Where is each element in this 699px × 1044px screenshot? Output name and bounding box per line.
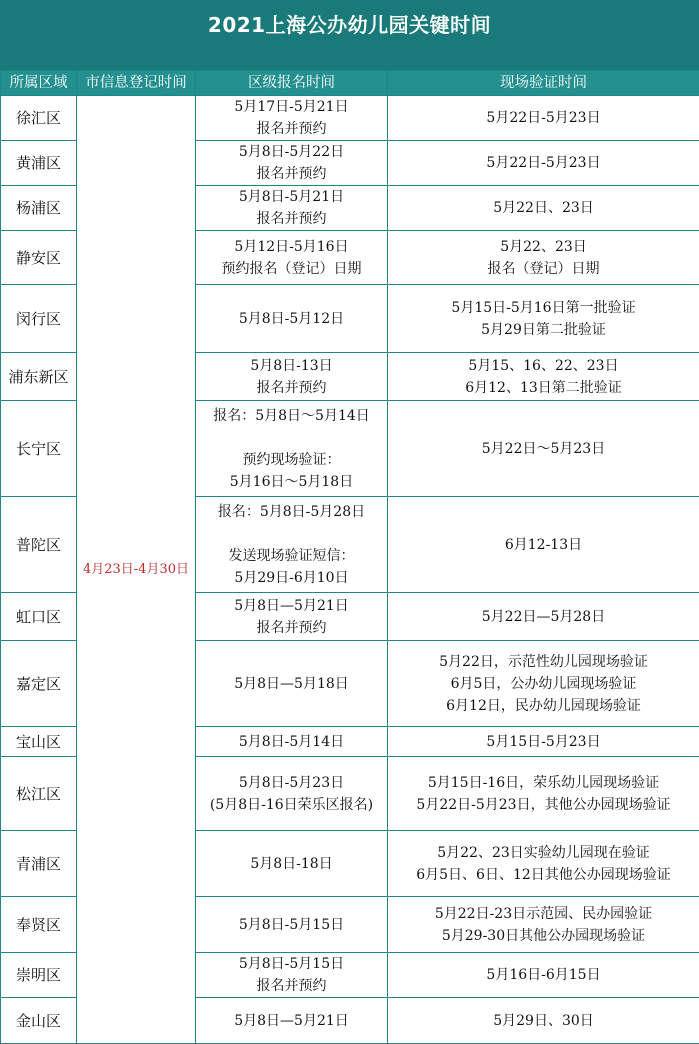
table-header-row bbox=[1, 71, 699, 96]
district-signup-cell: 5月8日-18日 bbox=[196, 831, 388, 897]
district-cell: 松江区 bbox=[1, 757, 77, 831]
district-signup-cell: 5月8日-13日 报名并预约 bbox=[196, 353, 388, 401]
schedule-table bbox=[0, 70, 699, 1044]
onsite-verification-cell: 5月22日，示范性幼儿园现场验证 6月5日，公办幼儿园现场验证 6月12日，民办幼儿园现场验证 bbox=[388, 641, 699, 727]
district-cell: 宝山区 bbox=[1, 727, 77, 757]
district-signup-cell: 5月8日—5月21日 bbox=[196, 998, 388, 1044]
district-cell: 浦东新区 bbox=[1, 353, 77, 401]
district-cell: 长宁区 bbox=[1, 401, 77, 497]
onsite-verification-cell: 5月22日—5月28日 bbox=[388, 593, 699, 641]
header-city-registration: 市信息登记时间 bbox=[77, 71, 196, 96]
onsite-verification-cell: 5月22日-5月23日 bbox=[388, 141, 699, 186]
onsite-verification-cell: 5月15日-16日，荣乐幼儿园现场验证 5月22日-5月23日，其他公办园现场验证 bbox=[388, 757, 699, 831]
header-district-signup: 区级报名时间 bbox=[196, 71, 388, 96]
table-body bbox=[1, 96, 699, 1044]
title-bar bbox=[0, 0, 699, 70]
district-cell: 静安区 bbox=[1, 231, 77, 285]
onsite-verification-cell: 5月22日、23日 bbox=[388, 186, 699, 231]
onsite-verification-cell: 5月15、16、22、23日 6月12、13日第二批验证 bbox=[388, 353, 699, 401]
district-cell: 闵行区 bbox=[1, 285, 77, 353]
district-signup-cell: 5月8日-5月12日 bbox=[196, 285, 388, 353]
district-cell: 青浦区 bbox=[1, 831, 77, 897]
district-cell: 金山区 bbox=[1, 998, 77, 1044]
district-cell: 杨浦区 bbox=[1, 186, 77, 231]
onsite-verification-cell: 5月15日-5月16日第一批验证 5月29日第二批验证 bbox=[388, 285, 699, 353]
onsite-verification-cell: 5月15日-5月23日 bbox=[388, 727, 699, 757]
district-signup-cell: 5月8日-5月23日 (5月8日-16日荣乐区报名) bbox=[196, 757, 388, 831]
page-title: 2021上海公办幼儿园关键时间 bbox=[0, 0, 699, 40]
district-signup-cell: 5月8日—5月21日 报名并预约 bbox=[196, 593, 388, 641]
district-signup-cell: 5月8日-5月15日 bbox=[196, 897, 388, 953]
district-signup-cell: 5月8日—5月18日 bbox=[196, 641, 388, 727]
city-registration-period-cell: 4月23日-4月30日 bbox=[77, 96, 196, 1044]
district-signup-cell: 5月8日-5月14日 bbox=[196, 727, 388, 757]
table-row bbox=[1, 96, 699, 141]
district-cell: 嘉定区 bbox=[1, 641, 77, 727]
header-district: 所属区域 bbox=[1, 71, 77, 96]
onsite-verification-cell: 5月22日～5月23日 bbox=[388, 401, 699, 497]
onsite-verification-cell: 5月22日-23日示范园、民办园验证 5月29-30日其他公办园现场验证 bbox=[388, 897, 699, 953]
district-cell: 奉贤区 bbox=[1, 897, 77, 953]
header-onsite-verification: 现场验证时间 bbox=[388, 71, 699, 96]
district-signup-cell: 报名：5月8日-5月28日 发送现场验证短信： 5月29日-6月10日 bbox=[196, 497, 388, 593]
district-signup-cell: 5月8日-5月15日 报名并预约 bbox=[196, 953, 388, 998]
onsite-verification-cell: 5月22、23日 报名（登记）日期 bbox=[388, 231, 699, 285]
district-signup-cell: 5月8日-5月21日 报名并预约 bbox=[196, 186, 388, 231]
district-signup-cell: 报名：5月8日～5月14日 预约现场验证： 5月16日～5月18日 bbox=[196, 401, 388, 497]
district-signup-cell: 5月17日-5月21日 报名并预约 bbox=[196, 96, 388, 141]
onsite-verification-cell: 5月29日、30日 bbox=[388, 998, 699, 1044]
district-cell: 徐汇区 bbox=[1, 96, 77, 141]
district-signup-cell: 5月8日-5月22日 报名并预约 bbox=[196, 141, 388, 186]
district-cell: 崇明区 bbox=[1, 953, 77, 998]
district-cell: 虹口区 bbox=[1, 593, 77, 641]
onsite-verification-cell: 6月12-13日 bbox=[388, 497, 699, 593]
district-signup-cell: 5月12日-5月16日 预约报名（登记）日期 bbox=[196, 231, 388, 285]
onsite-verification-cell: 5月16日-6月15日 bbox=[388, 953, 699, 998]
district-cell: 黄浦区 bbox=[1, 141, 77, 186]
onsite-verification-cell: 5月22、23日实验幼儿园现在验证 6月5日、6日、12日其他公办园现场验证 bbox=[388, 831, 699, 897]
onsite-verification-cell: 5月22日-5月23日 bbox=[388, 96, 699, 141]
district-cell: 普陀区 bbox=[1, 497, 77, 593]
